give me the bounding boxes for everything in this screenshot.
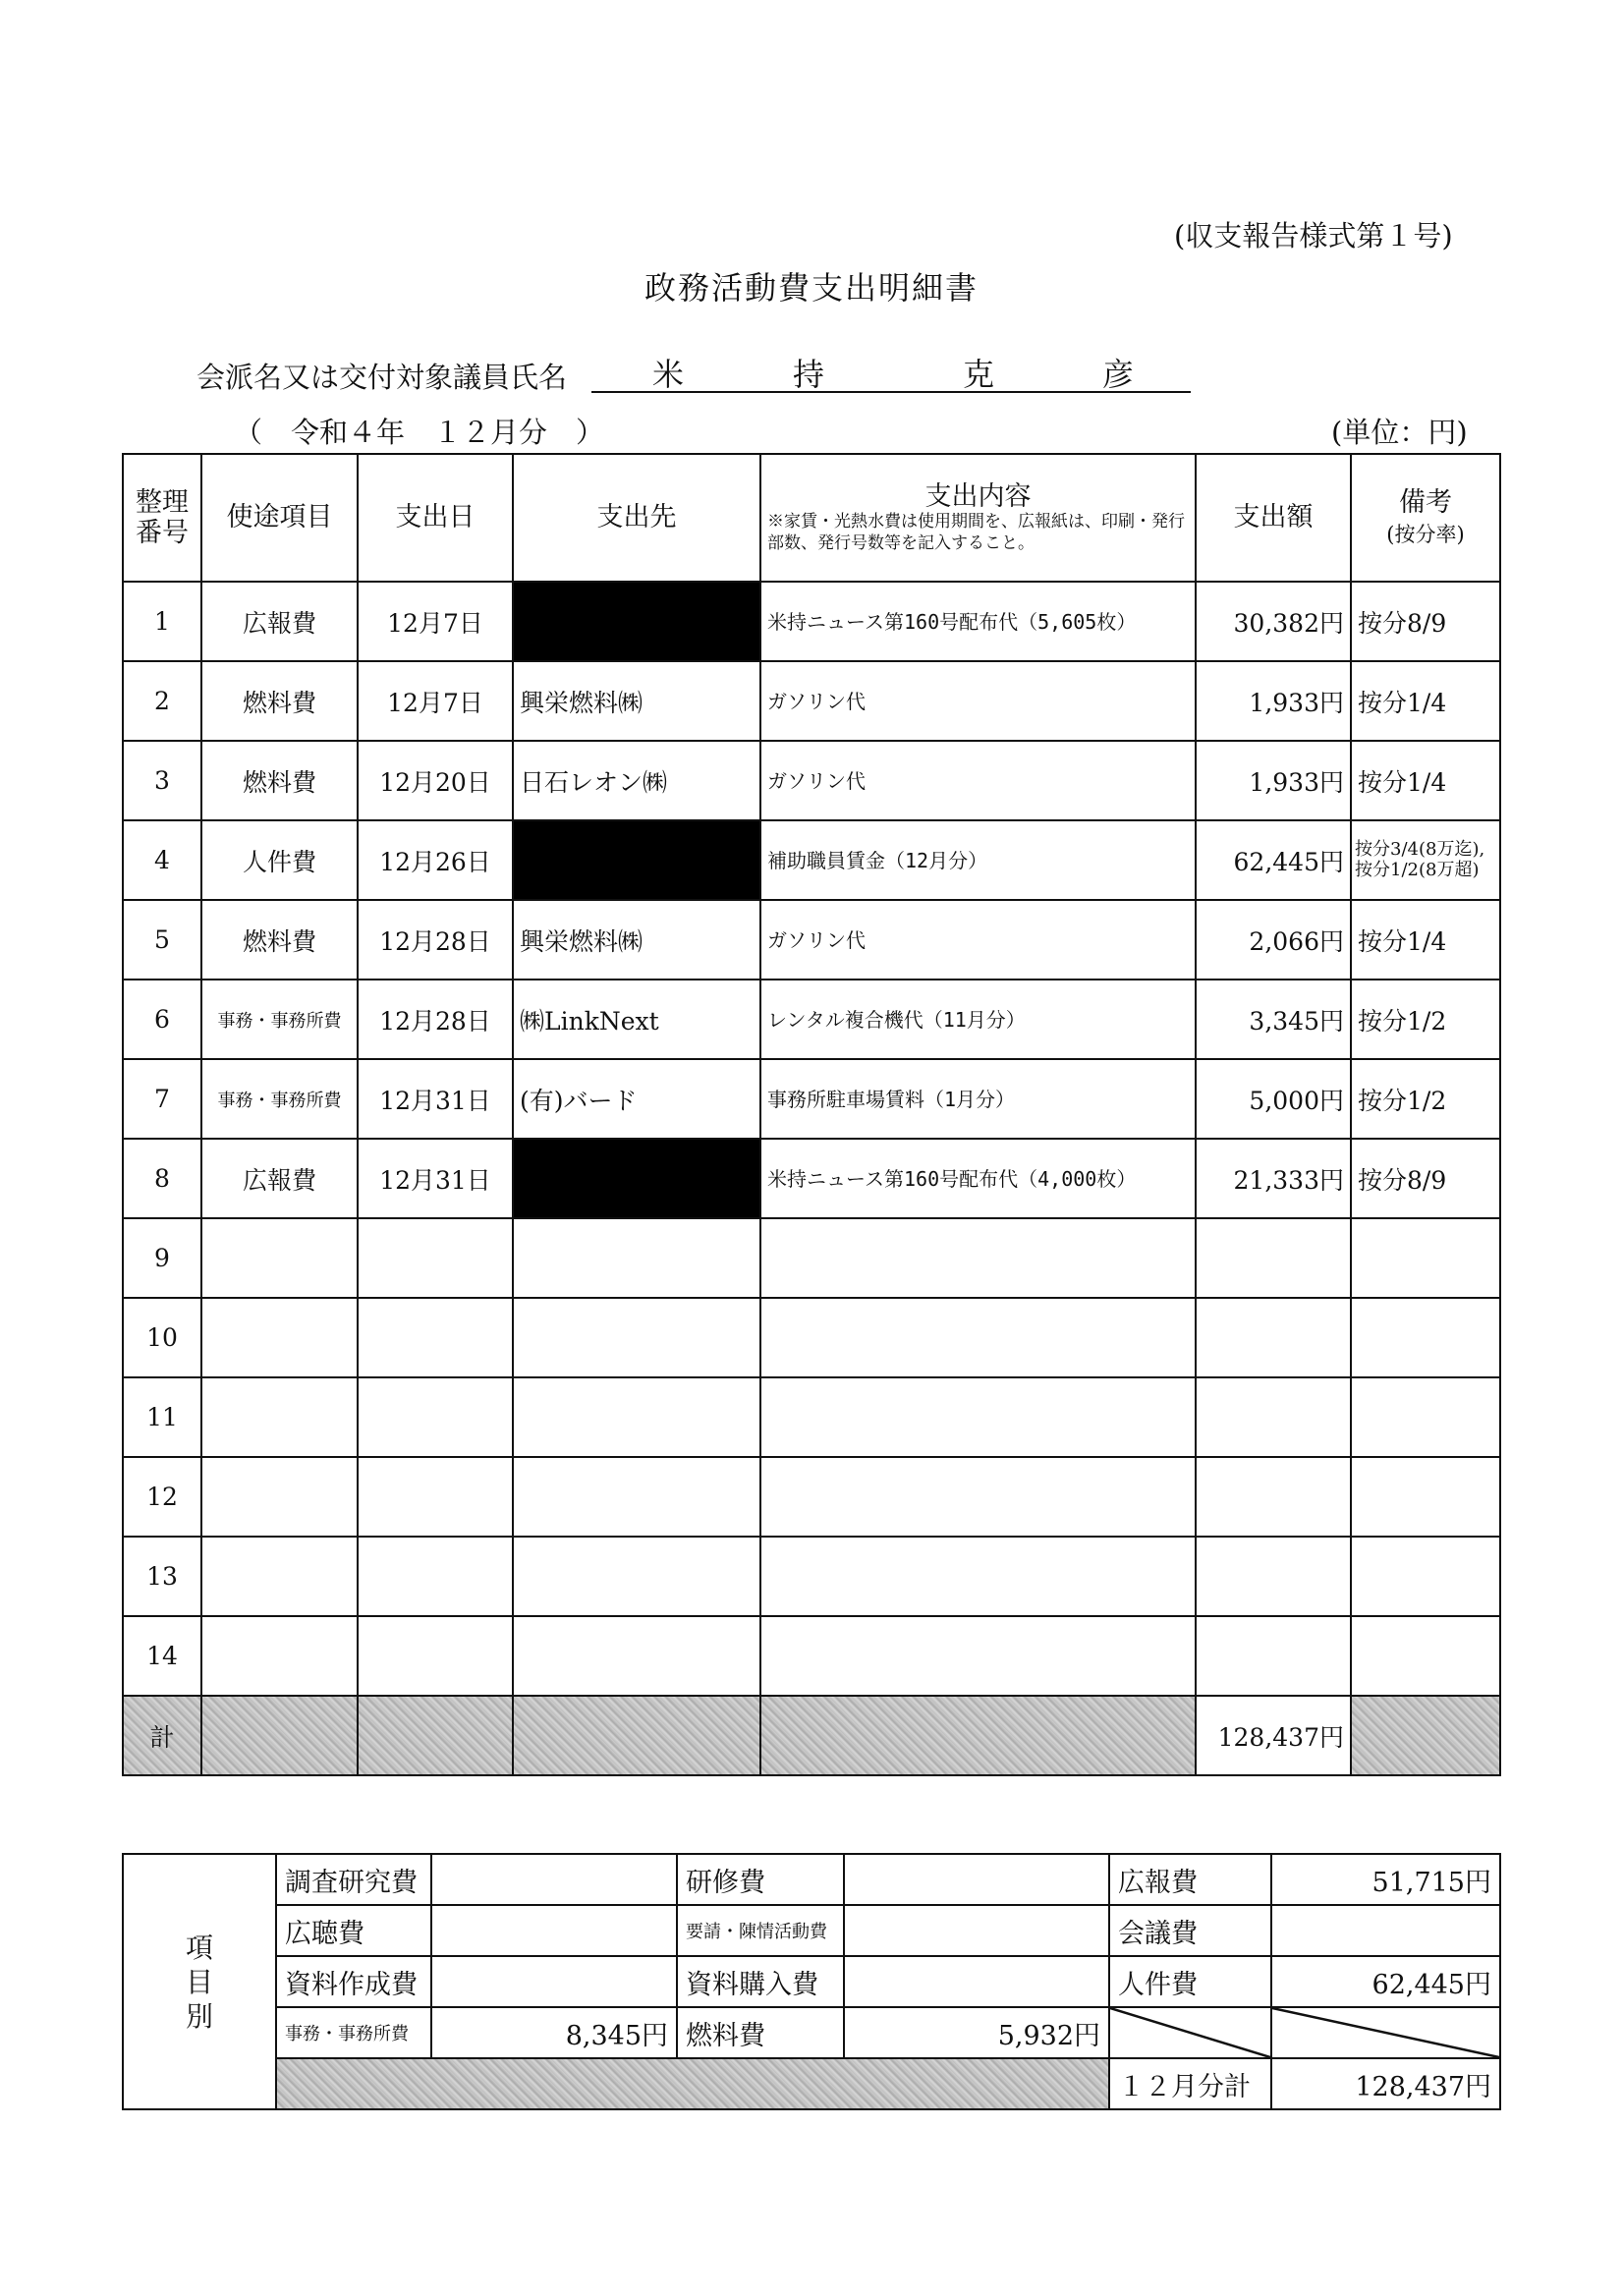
row-date: 12月7日 [358, 661, 513, 741]
header-content-title: 支出内容 [924, 481, 1032, 513]
table-row [123, 1616, 1500, 1696]
summary-table [122, 1853, 1501, 2110]
header-remarks [1351, 454, 1500, 582]
row-payee [513, 1377, 760, 1457]
row-category: 人件費 [201, 820, 358, 900]
row-category: 燃料費 [201, 900, 358, 980]
row-remarks [1351, 1218, 1500, 1298]
header-content-note: ※家賃・光熱水費は使用期間を、広報紙は、印刷・発行部数、発行号数等を記入すること。 [767, 512, 1185, 553]
row-no: 7 [123, 1059, 201, 1139]
row-no: 14 [123, 1616, 201, 1696]
row-content: 米持ニュース第160号配布代（5,605枚） [760, 582, 1196, 661]
row-no: 9 [123, 1218, 201, 1298]
row-date: 12月7日 [358, 582, 513, 661]
row-amount: 62,445円 [1196, 820, 1351, 900]
row-content: 補助職員賃金（12月分） [760, 820, 1196, 900]
row-amount: 2,066円 [1196, 900, 1351, 980]
row-no: 12 [123, 1457, 201, 1537]
table-row [123, 980, 1500, 1059]
month-total-value: 128,437円 [1271, 2058, 1500, 2109]
row-remarks: 按分8/9 [1351, 582, 1500, 661]
row-no: 2 [123, 661, 201, 741]
row-category: 事務・事務所費 [201, 1059, 358, 1139]
summary-label: 事務・事務所費 [276, 2007, 431, 2058]
row-category: 事務・事務所費 [201, 980, 358, 1059]
table-row [123, 741, 1500, 820]
header-remarks-title: 備考 [1399, 486, 1452, 518]
redacted-payee [513, 582, 760, 661]
table-row [123, 1139, 1500, 1218]
summary-value: 8,345円 [431, 2007, 677, 2058]
period: （ 令和４年 １２月分 ） [234, 416, 605, 449]
row-amount: 1,933円 [1196, 741, 1351, 820]
row-payee [513, 1616, 760, 1696]
row-category [201, 1457, 358, 1537]
member-name [591, 350, 1191, 393]
row-remarks [1351, 1457, 1500, 1537]
summary-label: 広聴費 [276, 1905, 431, 1956]
row-category [201, 1298, 358, 1377]
shaded-cell [276, 2058, 1109, 2109]
row-amount: 3,345円 [1196, 980, 1351, 1059]
summary-label: 燃料費 [677, 2007, 844, 2058]
row-content: 事務所駐車場賃料（1月分） [760, 1059, 1196, 1139]
summary-value: 5,932円 [844, 2007, 1109, 2058]
form-number: (収支報告様式第１号) [1174, 219, 1453, 252]
shaded-cell [760, 1696, 1196, 1775]
summary-value: 62,445円 [1271, 1956, 1500, 2007]
row-remarks: 按分1/4 [1351, 900, 1500, 980]
summary-label: 資料作成費 [276, 1956, 431, 2007]
redacted-payee [513, 1139, 760, 1218]
row-amount [1196, 1457, 1351, 1537]
row-remarks: 按分3/4(8万迄),按分1/2(8万超) [1351, 820, 1500, 900]
row-category: 燃料費 [201, 741, 358, 820]
summary-label: 調査研究費 [276, 1854, 431, 1905]
shaded-cell [201, 1696, 358, 1775]
row-date [358, 1537, 513, 1616]
row-payee [513, 1537, 760, 1616]
diagonal-cell [1271, 2007, 1500, 2058]
total-label: 計 [123, 1696, 201, 1775]
row-date: 12月31日 [358, 1139, 513, 1218]
row-remarks: 按分1/4 [1351, 741, 1500, 820]
summary-label: 要請・陳情活動費 [677, 1905, 844, 1956]
row-content: レンタル複合機代（11月分） [760, 980, 1196, 1059]
row-date [358, 1457, 513, 1537]
header-date: 支出日 [358, 454, 513, 582]
row-amount: 5,000円 [1196, 1059, 1351, 1139]
month-total-label: １２月分計 [1109, 2058, 1271, 2109]
member-name-char: 彦 [1102, 356, 1135, 393]
table-row [123, 1218, 1500, 1298]
row-date: 12月26日 [358, 820, 513, 900]
row-date: 12月31日 [358, 1059, 513, 1139]
table-header-row [123, 454, 1500, 582]
total-row [123, 1696, 1500, 1775]
table-row [123, 582, 1500, 661]
row-category [201, 1537, 358, 1616]
row-date: 12月28日 [358, 980, 513, 1059]
document-title: 政務活動費支出明細書 [644, 269, 979, 307]
row-date: 12月20日 [358, 741, 513, 820]
table-row [123, 1457, 1500, 1537]
row-amount [1196, 1218, 1351, 1298]
summary-value [431, 1854, 677, 1905]
row-amount [1196, 1377, 1351, 1457]
row-payee: 興栄燃料㈱ [513, 661, 760, 741]
summary-value [844, 1854, 1109, 1905]
row-amount [1196, 1537, 1351, 1616]
row-category: 広報費 [201, 1139, 358, 1218]
summary-label: 資料購入費 [677, 1956, 844, 2007]
summary-label: 広報費 [1109, 1854, 1271, 1905]
row-amount: 21,333円 [1196, 1139, 1351, 1218]
row-payee [513, 1298, 760, 1377]
row-remarks [1351, 1377, 1500, 1457]
summary-value [844, 1905, 1109, 1956]
total-amount: 128,437円 [1196, 1696, 1351, 1775]
summary-label: 研修費 [677, 1854, 844, 1905]
row-no: 5 [123, 900, 201, 980]
row-content [760, 1457, 1196, 1537]
row-no: 13 [123, 1537, 201, 1616]
diagonal-cell [1109, 2007, 1271, 2058]
table-row [123, 1059, 1500, 1139]
row-content [760, 1537, 1196, 1616]
row-remarks: 按分1/2 [1351, 1059, 1500, 1139]
row-content: 米持ニュース第160号配布代（4,000枚） [760, 1139, 1196, 1218]
row-content: ガソリン代 [760, 741, 1196, 820]
member-name-char: 米 [652, 356, 685, 393]
row-content [760, 1616, 1196, 1696]
shaded-cell [358, 1696, 513, 1775]
name-label: 会派名又は交付対象議員氏名 [196, 361, 568, 394]
row-payee: ㈱LinkNext [513, 980, 760, 1059]
shaded-cell [1351, 1696, 1500, 1775]
row-date: 12月28日 [358, 900, 513, 980]
row-no: 10 [123, 1298, 201, 1377]
row-remarks: 按分1/4 [1351, 661, 1500, 741]
unit-label: (単位：円) [1331, 416, 1468, 449]
row-category: 燃料費 [201, 661, 358, 741]
summary-value: 51,715円 [1271, 1854, 1500, 1905]
table-row [123, 661, 1500, 741]
table-row [123, 900, 1500, 980]
row-payee: (有)バード [513, 1059, 760, 1139]
expense-table [122, 453, 1501, 1776]
row-no: 11 [123, 1377, 201, 1457]
summary-label: 会議費 [1109, 1905, 1271, 1956]
row-payee [513, 1457, 760, 1537]
row-category [201, 1377, 358, 1457]
table-row [123, 820, 1500, 900]
row-no: 8 [123, 1139, 201, 1218]
member-name-char: 持 [793, 356, 825, 393]
row-content [760, 1218, 1196, 1298]
row-no: 3 [123, 741, 201, 820]
row-remarks [1351, 1298, 1500, 1377]
row-remarks: 按分8/9 [1351, 1139, 1500, 1218]
row-amount: 1,933円 [1196, 661, 1351, 741]
summary-value [431, 1956, 677, 2007]
header-no: 整理番号 [123, 454, 201, 582]
row-amount [1196, 1616, 1351, 1696]
row-category [201, 1218, 358, 1298]
row-date [358, 1616, 513, 1696]
table-row [123, 1537, 1500, 1616]
row-amount [1196, 1298, 1351, 1377]
row-content: ガソリン代 [760, 900, 1196, 980]
summary-side-label: 項目別 [123, 1854, 276, 2109]
row-payee: 興栄燃料㈱ [513, 900, 760, 980]
row-category [201, 1616, 358, 1696]
header-amount: 支出額 [1196, 454, 1351, 582]
header-payee: 支出先 [513, 454, 760, 582]
row-content [760, 1298, 1196, 1377]
row-date [358, 1218, 513, 1298]
row-no: 4 [123, 820, 201, 900]
row-category: 広報費 [201, 582, 358, 661]
summary-value [1271, 1905, 1500, 1956]
shaded-cell [513, 1696, 760, 1775]
row-remarks: 按分1/2 [1351, 980, 1500, 1059]
row-remarks [1351, 1616, 1500, 1696]
row-content: ガソリン代 [760, 661, 1196, 741]
row-remarks [1351, 1537, 1500, 1616]
summary-value [844, 1956, 1109, 2007]
table-row [123, 1377, 1500, 1457]
summary-label: 人件費 [1109, 1956, 1271, 2007]
header-category: 使途項目 [201, 454, 358, 582]
member-name-char: 克 [963, 356, 995, 393]
row-date [358, 1377, 513, 1457]
redacted-payee [513, 820, 760, 900]
row-content [760, 1377, 1196, 1457]
table-row [123, 1298, 1500, 1377]
row-no: 1 [123, 582, 201, 661]
row-no: 6 [123, 980, 201, 1059]
row-payee [513, 1218, 760, 1298]
row-amount: 30,382円 [1196, 582, 1351, 661]
header-content [760, 454, 1196, 582]
summary-value [431, 1905, 677, 1956]
row-payee: 日石レオン㈱ [513, 741, 760, 820]
header-remarks-sub: (按分率) [1386, 523, 1465, 546]
row-date [358, 1298, 513, 1377]
